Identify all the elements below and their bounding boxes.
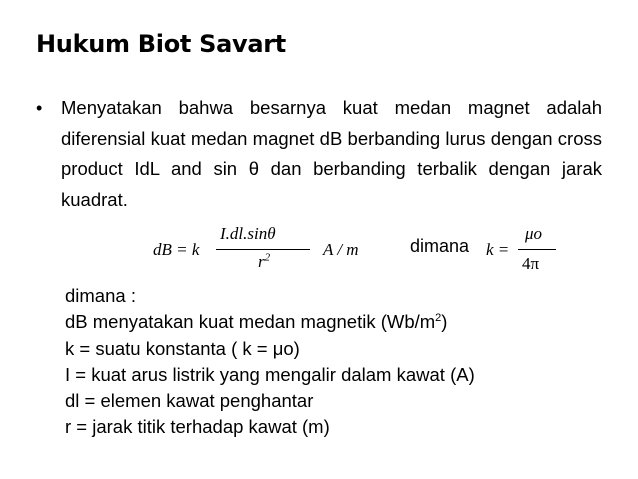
definition-k: k = suatu konstanta ( k = μo) [65,337,300,359]
bullet-icon: • [36,98,43,118]
formula-denominator-exponent: 2 [264,251,271,264]
definition-i: I = kuat arus listrik yang mengalir dalam kawat (A) [65,363,475,385]
bullet-text: Menyatakan bahwa besarnya kuat medan magnet adalah diferensial kuat medan magnet dB berbanding lurus dengan cross product IdL and sin θ dan berbanding terbalik dengan jarak kuadrat. [61,97,602,210]
definition-db [65,309,475,335]
formula-unit: A / m [323,240,359,259]
formula-denominator [258,252,270,272]
formula-denominator-base: r [258,252,265,271]
definition-dl: dl = elemen kawat penghantar [65,390,314,412]
definitions-list [65,283,475,441]
definition-r: r = jarak titik terhadap kawat (m) [65,416,330,438]
definition-db-superscript: 2 [435,312,442,325]
formula-fraction-bar [216,249,310,250]
definition-db-close: ) [441,311,448,333]
k-formula-numerator: μo [525,224,543,243]
k-formula-lhs: k = [486,240,510,259]
k-formula-denominator: 4π [522,254,540,273]
bullet-item [36,93,602,215]
formula-numerator: I.dl.sinθ [220,224,276,243]
definitions-intro: dimana : [65,285,136,306]
formula-dimana-label: dimana [410,236,470,256]
k-formula-fraction-bar [518,249,556,250]
formula-lhs: dB = k [153,240,200,259]
slide-title: Hukum Biot Savart [36,30,286,58]
definition-db-text: dB menyatakan kuat medan magnetik (Wb/m [65,311,436,333]
biot-savart-formula [0,224,638,274]
